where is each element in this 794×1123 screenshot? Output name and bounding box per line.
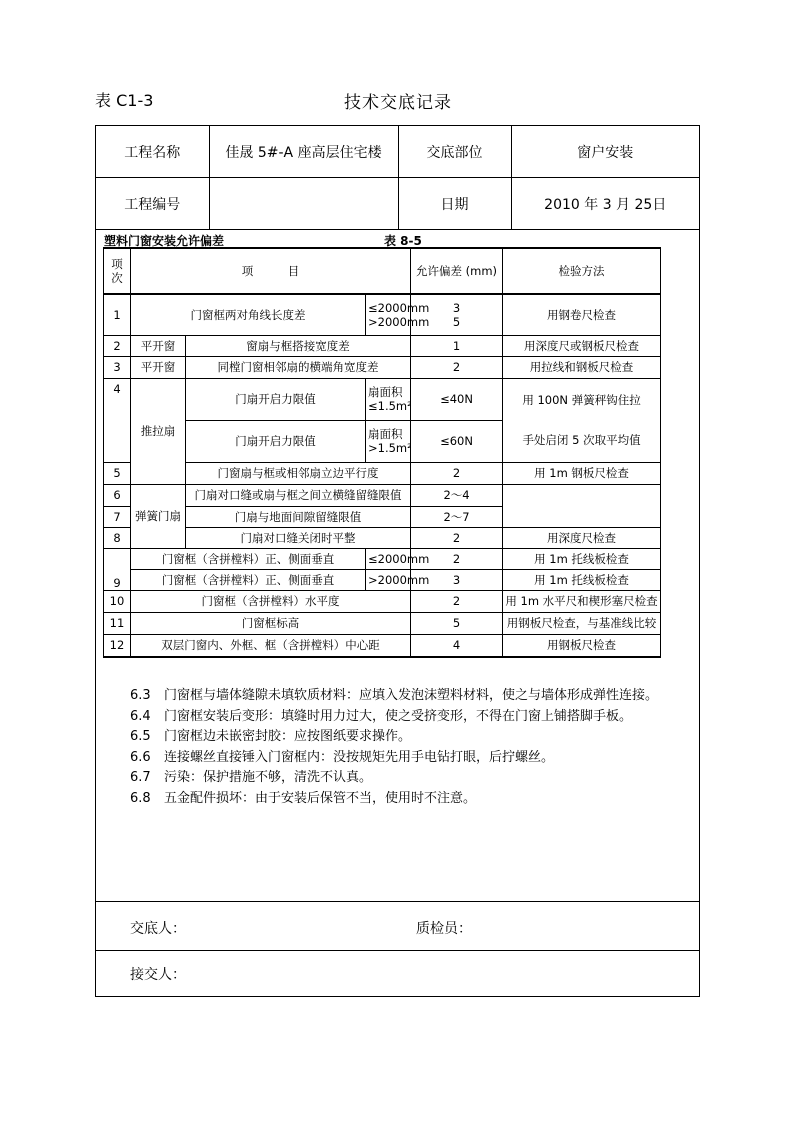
col-header-no: 项次 (104, 248, 131, 294)
table-row-tolerance: 2 (411, 462, 503, 484)
table-row-no: 5 (104, 462, 131, 484)
receiver-label: 接交人： (130, 967, 186, 983)
list-item (130, 748, 658, 769)
signature-divider (96, 950, 699, 951)
table-row-method (503, 378, 661, 462)
note-text: 门窗框边未嵌密封胶：应按图纸要求操作。 (164, 729, 412, 744)
part-value: 窗户安装 (511, 126, 699, 178)
table-row-item: 门扇开启力限值 (186, 378, 366, 420)
project-no-label: 工程编号 (96, 178, 209, 230)
table-row-item: 门窗框（含拼樘料）正、侧面垂直 (131, 548, 366, 569)
document-title: 技术交底记录 (344, 93, 452, 113)
presenter-label: 交底人： (130, 921, 186, 937)
tolerance-value-2: 5 (452, 314, 461, 329)
table-row-method: 用 1m 托线板检查 (503, 569, 661, 590)
table-row-item: 门窗框（含拼樘料）水平度 (131, 590, 411, 612)
table-row-item: 门窗框（含拼樘料）正、侧面垂直 (131, 569, 366, 590)
group-label-spring-door: 弹簧门扇 (131, 484, 186, 548)
date-label: 日期 (398, 178, 511, 230)
group-label-casement: 平开窗 (131, 335, 186, 356)
table-row-method: 用深度尺或钢板尺检查 (503, 335, 661, 356)
col-header-tolerance: 允许偏差 (mm) (411, 248, 503, 294)
tolerance-caption: 塑料门窗安装允许偏差 (104, 234, 225, 248)
table-row-item: 门窗框标高 (131, 612, 411, 634)
table-row-no: 2 (104, 335, 131, 356)
table-row-tolerance: 2 (411, 356, 503, 378)
note-number: 6.8 (130, 790, 151, 806)
table-row-item: 门扇对口缝或扇与框之间立横缝留缝限值 (186, 484, 411, 506)
table-row-tolerance: 4 (411, 634, 503, 657)
project-no-value (209, 178, 398, 230)
list-item (130, 727, 658, 748)
table-row-condition: ≤2000mm (366, 548, 411, 569)
notes-list (130, 686, 658, 809)
table-row-item: 门窗框两对角线长度差 (131, 294, 366, 335)
list-item (130, 768, 658, 789)
table-row-method: 用深度尺检查 (503, 527, 661, 548)
table-row-tolerance: 2 (411, 527, 503, 548)
note-number: 6.6 (130, 749, 151, 765)
note-number: 6.7 (130, 770, 151, 785)
note-text: 门窗框与墙体缝隙未填软质材料：应填入发泡沫塑料材料，使之与墙体形成弹性连接。 (164, 688, 659, 703)
table-row-tolerance: 2 (411, 548, 503, 569)
condition-le-2000: ≤2000mm (368, 300, 430, 315)
table-row-method: 用拉线和钢板尺检查 (503, 356, 661, 378)
project-name-label: 工程名称 (96, 126, 209, 178)
table-row-method: 用钢卷尺检查 (503, 294, 661, 335)
table-row-item: 门窗扇与框或相邻扇立边平行度 (186, 462, 411, 484)
table-row-no: 3 (104, 356, 131, 378)
inspector-label: 质检员： (416, 921, 472, 937)
list-item (130, 707, 658, 728)
list-item (130, 686, 658, 707)
note-number: 6.3 (130, 688, 151, 703)
table-row-method: 用 1m 水平尺和楔形塞尺检查 (503, 590, 661, 612)
note-text: 门窗框安装后变形：填缝时用力过大，使之受挤变形，不得在门窗上铺搭脚手板。 (164, 708, 633, 724)
table-row-item: 窗扇与框搭接宽度差 (186, 335, 411, 356)
tolerance-table-number: 表 8-5 (384, 234, 422, 248)
table-row-no: 1 (104, 294, 131, 335)
table-row-method (503, 484, 661, 527)
note-number: 6.4 (130, 708, 151, 724)
table-row-condition: 扇面积≤1.5m² (366, 378, 411, 420)
project-name-value: 佳晟 5#-A 座高层住宅楼 (209, 126, 398, 178)
date-value: 2010 年 3 月 25日 (511, 178, 699, 230)
table-row-condition: >2000mm (366, 569, 411, 590)
table-row-no: 11 (104, 612, 131, 634)
tolerance-value-1: 3 (452, 300, 461, 315)
tolerance-table (103, 247, 661, 658)
table-row-tolerance: ≤40N (411, 378, 503, 420)
condition-gt-2000: >2000mm (368, 314, 430, 329)
table-row-item: 双层门窗内、外框、框（含拼樘料）中心距 (131, 634, 411, 657)
note-text: 污染：保护措施不够，清洗不认真。 (164, 770, 373, 785)
table-row-condition: 扇面积>1.5m² (366, 420, 411, 462)
table-row-method: 用钢板尺检查 (503, 634, 661, 657)
table-row-item: 门扇与地面间隙留缝限值 (186, 506, 411, 527)
table-row-condition (366, 294, 430, 335)
method-line-1: 用 100N 弹簧秤钩住拉 (522, 393, 641, 407)
table-row-no: 8 (104, 527, 131, 548)
group-label-casement: 平开窗 (131, 356, 186, 378)
table-row-no: 7 (104, 506, 131, 527)
table-row-tolerance: 3 (411, 569, 503, 590)
signature-divider (96, 901, 699, 902)
table-row-tolerance: 2 (411, 590, 503, 612)
table-row-item: 门扇对口缝关闭时平整 (186, 527, 411, 548)
table-row-no: 4 (104, 378, 131, 462)
part-label: 交底部位 (398, 126, 511, 178)
table-row-tolerance: 2～4 (411, 484, 503, 506)
table-row-no: 6 (104, 484, 131, 506)
table-row-no: 10 (104, 590, 131, 612)
method-line-2: 手处启闭 5 次取平均值 (522, 433, 641, 447)
table-row-item: 门扇开启力限值 (186, 420, 366, 462)
note-text: 五金配件损坏：由于安装后保管不当，使用时不注意。 (164, 790, 477, 806)
table-row-item: 同樘门窗相邻扇的横端角宽度差 (186, 356, 411, 378)
col-header-item: 项 目 (131, 248, 411, 294)
table-row-method: 用钢板尺检查，与基准线比较 (503, 612, 661, 634)
table-row-tolerance: 5 (411, 612, 503, 634)
table-row-method: 用 1m 钢板尺检查 (503, 462, 661, 484)
form-code: 表 C1-3 (95, 91, 154, 110)
table-row-method: 用 1m 托线板检查 (503, 548, 661, 569)
note-number: 6.5 (130, 729, 151, 744)
group-label-sliding: 推拉扇 (131, 378, 186, 484)
table-row-tolerance: 1 (411, 335, 503, 356)
col-header-method: 检验方法 (503, 248, 661, 294)
header-table (96, 126, 699, 230)
table-row-tolerance: ≤60N (411, 420, 503, 462)
table-row-no: 9 (104, 548, 131, 590)
table-row-tolerance: 2～7 (411, 506, 503, 527)
note-text: 连接螺丝直接锤入门窗框内：没按规矩先用手电钻打眼，后拧螺丝。 (164, 749, 555, 765)
list-item (130, 789, 658, 810)
table-row-no: 12 (104, 634, 131, 657)
